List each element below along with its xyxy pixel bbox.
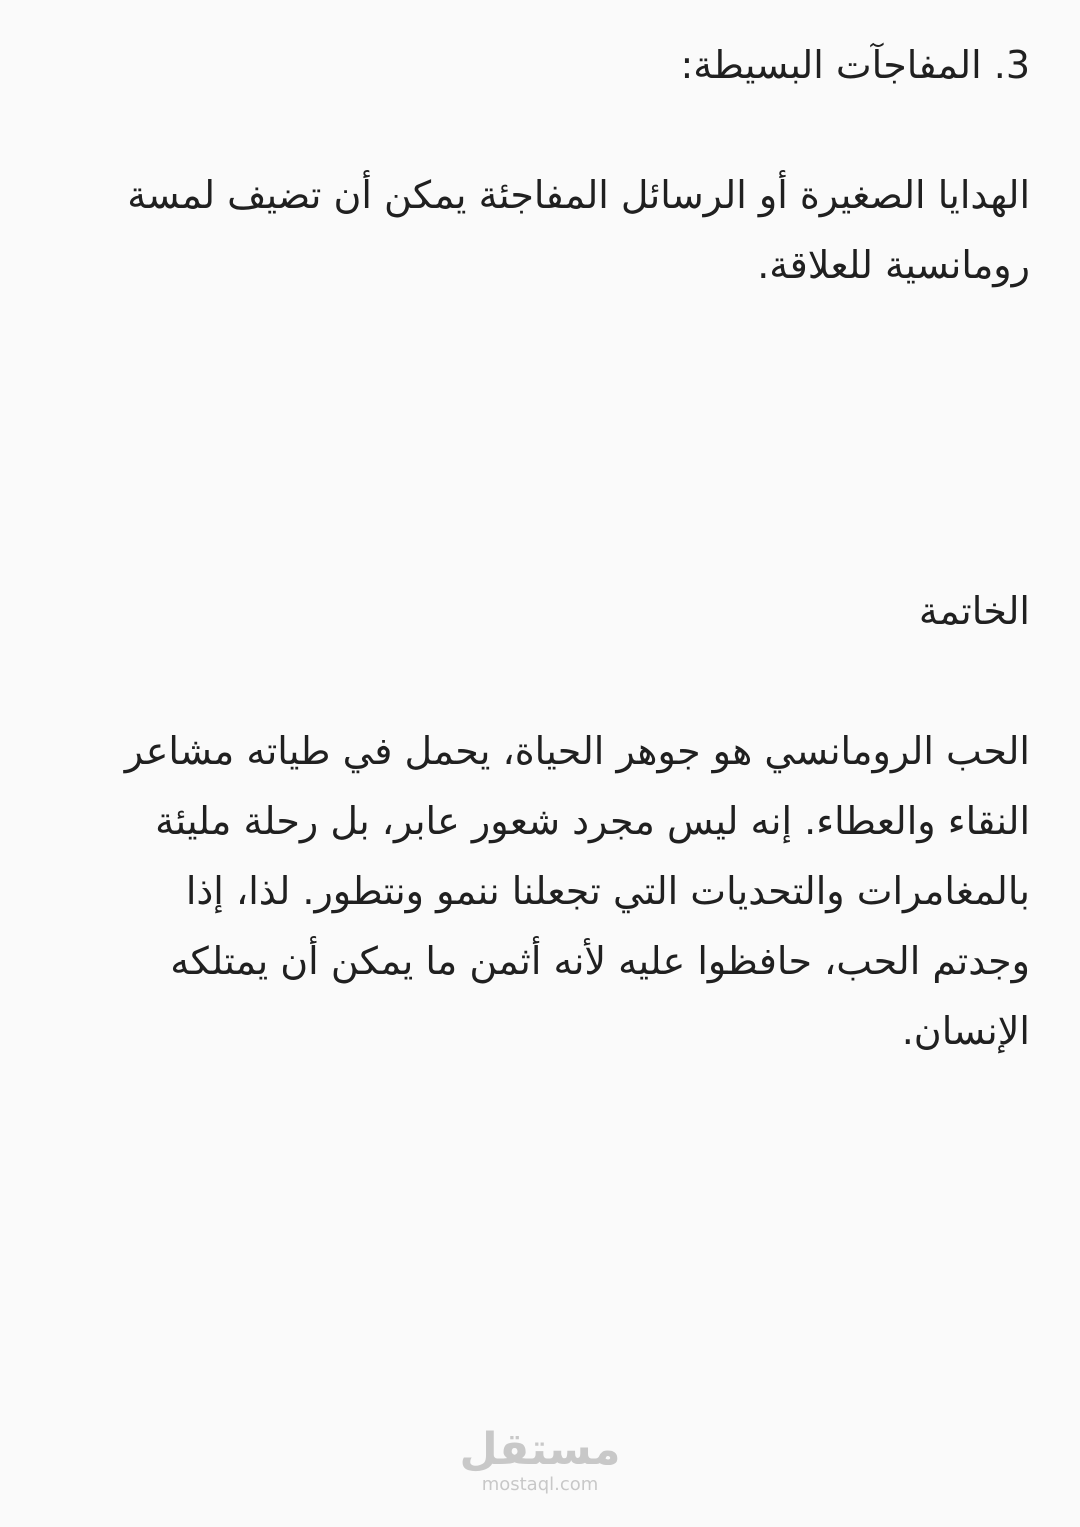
paragraph-conclusion: الحب الرومانسي هو جوهر الحياة، يحمل في طياته مشاعر النقاء والعطاء. إنه ليس مجرد شعور عابر، بل رحلة مليئة بالمغامرات والتحديات التي تجعلنا ننمو ونتطور. لذا، إذا وجدتم الحب، حافظوا عليه لأنه أثمن ما يمكن أن يمتلكه الإنسان. (124, 729, 1030, 1053)
section-heading-conclusion: الخاتمة (918, 589, 1030, 633)
watermark-logo: مستقل (459, 1424, 621, 1475)
paragraph-surprises: الهدايا الصغيرة أو الرسائل المفاجئة يمكن أن تضيف لمسة رومانسية للعلاقة. (127, 173, 1030, 287)
watermark-url: mostaql.com (481, 1474, 599, 1495)
section-heading-surprises: 3. المفاجآت البسيطة: (680, 43, 1030, 87)
